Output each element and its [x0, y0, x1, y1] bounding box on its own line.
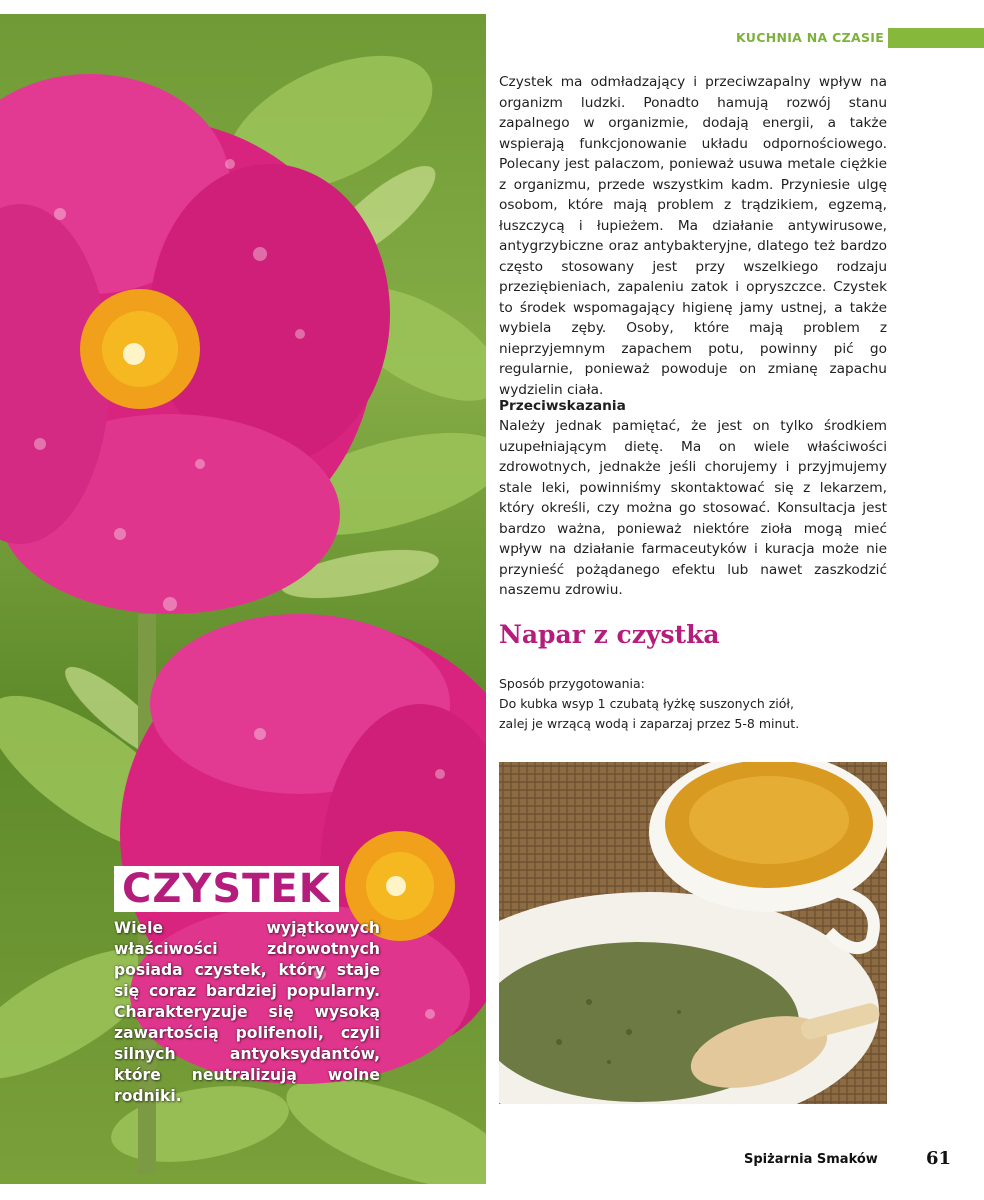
tea-cup-illustration	[499, 762, 887, 1104]
recipe-title: Napar z czystka	[499, 620, 720, 649]
section-accent-bar	[888, 28, 984, 48]
hero-lead-text: Wiele wyjątkowych właściwości zdrowotnych posiada czystek, który staje się coraz bardziej popularny. Charakteryzuje się wysoką zawartością polifenoli, czyli silnych antyoksydantów, które neutralizują wolne rodniki.	[114, 919, 380, 1105]
recipe-line: Do kubka wsyp 1 czubatą łyżkę suszonych ziół,	[499, 696, 794, 711]
article-paragraph-2	[499, 416, 887, 601]
herbal-tea-photo	[499, 762, 887, 1104]
recipe-instructions	[499, 674, 799, 734]
recipe-line: zalej je wrzącą wodą i zaparzaj przez 5-8 minut.	[499, 716, 800, 731]
section-tag: KUCHNIA NA CZASIE	[736, 30, 885, 45]
recipe-label: Sposób przygotowania:	[499, 676, 645, 691]
hero-title: CZYSTEK	[114, 866, 339, 912]
paragraph-text: Należy jednak pamiętać, że jest on tylko środkiem uzupełniającym dietę. Ma on wiele właściwości zdrowotnych, jednakże jeśli chorujemy i przyjmujemy stale leki, powinniśmy skontaktować się z lekarzem, który określi, czy można go stosować. Konsultacja jest bardzo ważna, ponieważ niektóre zioła mogą mieć wpływ na działanie farmaceutyków i kuracja może nie przynieść pożądanego efektu lub nawet zaszkodzić naszemu zdrowiu.	[499, 418, 887, 598]
paragraph-text: Czystek ma odmładzający i przeciwzapalny wpływ na organizm ludzki. Ponadto hamują rozwój stanu zapalnego w organizmie, dodają energii, a także wspierają funkcjonowanie układu odpornościowego. Polecany jest palaczom, ponieważ usuwa metale ciężkie z organizmu, przede wszystkim kadm. Przyniesie ulgę osobom, które mają problem z trądzikiem, egzemą, łuszczycą i łupieżem. Ma działanie antywirusowe, antygrzybiczne oraz antybakteryjne, dlatego też bardzo często stosowany jest przy wszelkiego rodzaju przeziębieniach, zapaleniu zatok i opryszczce. Czystek to środek wspomagający higienę jamy ustnej, a także wybiela zęby. Osoby, które mają problem z nieprzyjemnym zapachem potu, powinny pić go regularnie, ponieważ powoduje on zmianę zapachu wydzielin ciała.	[499, 74, 887, 398]
page-number: 61	[926, 1148, 952, 1169]
contraindications-heading: Przeciwskazania	[499, 398, 626, 414]
magazine-name: Spiżarnia Smaków	[744, 1152, 878, 1167]
article-paragraph-1	[499, 72, 887, 400]
